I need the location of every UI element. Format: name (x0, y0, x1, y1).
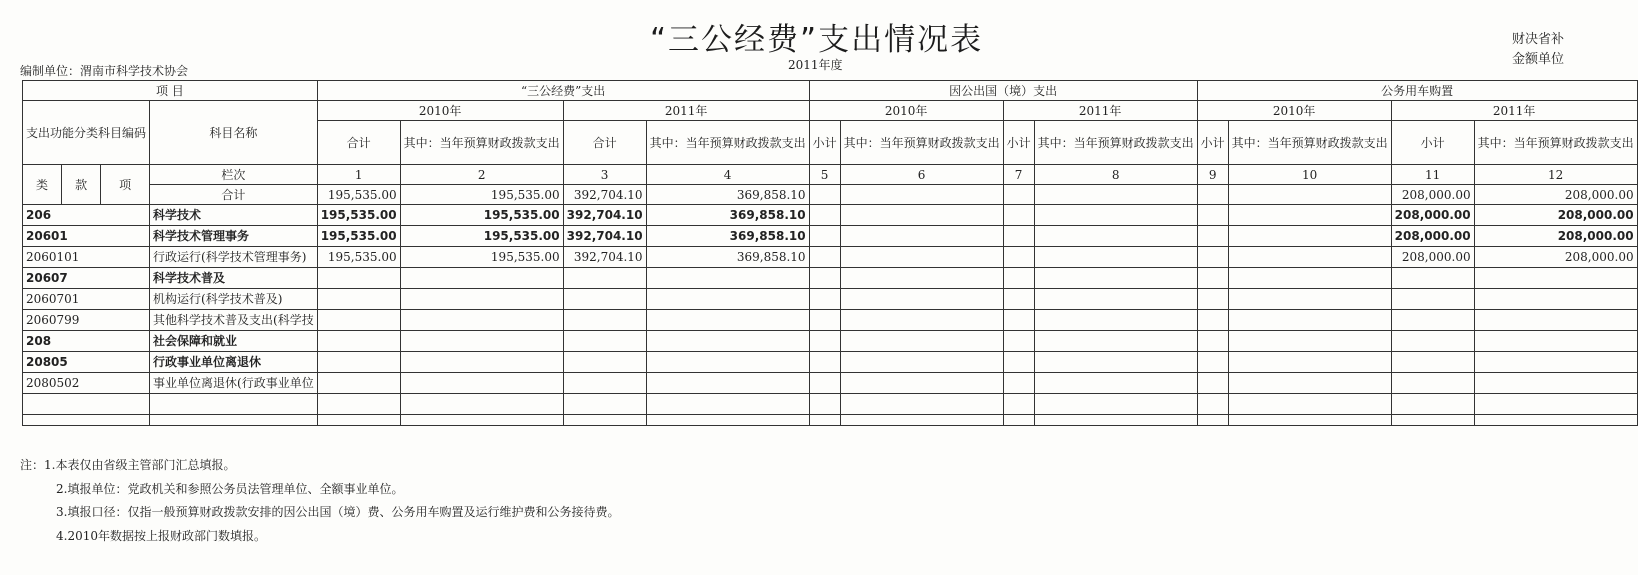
amount-cell (1003, 352, 1034, 373)
header-col-qizhong: 其中：当年预算财政拨款支出 (1228, 121, 1391, 165)
amount-cell (1197, 289, 1228, 310)
column-number: 11 (1391, 165, 1474, 185)
column-number: 8 (1034, 165, 1197, 185)
amount-cell (563, 373, 646, 394)
blank-cell (400, 415, 563, 426)
amount-cell (840, 373, 1003, 394)
amount-cell (840, 310, 1003, 331)
amount-cell (1003, 331, 1034, 352)
subject-name: 行政运行(科学技术管理事务) (150, 247, 318, 268)
amount-cell (1034, 247, 1197, 268)
amount-cell (1228, 268, 1391, 289)
blank-cell (1034, 394, 1197, 415)
total-cell: 369,858.10 (646, 185, 809, 205)
table-row (23, 352, 1638, 373)
subject-name: 科学技术管理事务 (150, 226, 318, 247)
blank-cell (400, 394, 563, 415)
blank-cell (809, 394, 840, 415)
amount-cell (809, 352, 840, 373)
amount-cell: 208,000.00 (1474, 205, 1637, 226)
header-gongche-2011: 2011年 (1391, 101, 1637, 121)
blank-cell (317, 394, 400, 415)
amount-cell (1228, 373, 1391, 394)
header-col-qizhong: 其中：当年预算财政拨款支出 (840, 121, 1003, 165)
amount-cell (1228, 226, 1391, 247)
amount-cell (1391, 331, 1474, 352)
amount-cell (400, 331, 563, 352)
total-row-label: 合计 (150, 185, 318, 205)
header-col-xiaoji: 小计 (1003, 121, 1034, 165)
amount-cell: 392,704.10 (563, 226, 646, 247)
amount-cell (1034, 331, 1197, 352)
header-yingong: 因公出国（境）支出 (809, 81, 1197, 101)
amount-cell (646, 310, 809, 331)
blank-row (23, 415, 1638, 426)
amount-cell (1474, 352, 1637, 373)
amount-cell (1391, 352, 1474, 373)
column-number: 4 (646, 165, 809, 185)
subject-name: 事业单位离退休(行政事业单位 (150, 373, 318, 394)
amount-cell (563, 352, 646, 373)
subject-name: 机构运行(科学技术普及) (150, 289, 318, 310)
amount-cell (1391, 268, 1474, 289)
amount-cell (1034, 226, 1197, 247)
amount-cell (1474, 331, 1637, 352)
column-number: 5 (809, 165, 840, 185)
table-row (23, 331, 1638, 352)
amount-cell (1197, 331, 1228, 352)
amount-cell (1391, 289, 1474, 310)
amount-cell: 208,000.00 (1474, 226, 1637, 247)
report-year: 2011年度 (788, 58, 843, 72)
amount-cell: 195,535.00 (400, 247, 563, 268)
expense-table (22, 80, 1638, 426)
header-col-xiaoji: 小计 (809, 121, 840, 165)
total-cell: 392,704.10 (563, 185, 646, 205)
column-number: 12 (1474, 165, 1637, 185)
amount-cell (840, 352, 1003, 373)
total-row (23, 185, 1638, 205)
amount-cell (1034, 205, 1197, 226)
amount-cell (646, 289, 809, 310)
header-col-qizhong: 其中：当年预算财政拨款支出 (1474, 121, 1637, 165)
column-number: 6 (840, 165, 1003, 185)
subject-code: 20607 (23, 268, 150, 289)
amount-cell (1197, 268, 1228, 289)
subject-name: 社会保障和就业 (150, 331, 318, 352)
footnote: 2.填报单位：党政机关和参照公务员法管理单位、全额事业单位。 (56, 481, 404, 496)
amount-cell: 208,000.00 (1391, 205, 1474, 226)
amount-cell (809, 226, 840, 247)
subject-name: 科学技术 (150, 205, 318, 226)
table-row (23, 373, 1638, 394)
header-kuan: 款 (62, 165, 101, 205)
header-sangong-2011: 2011年 (563, 101, 809, 121)
amount-cell (809, 310, 840, 331)
column-number: 7 (1003, 165, 1034, 185)
blank-cell (1003, 394, 1034, 415)
amount-cell (400, 268, 563, 289)
amount-unit-label: 金额单位 (1512, 52, 1565, 67)
amount-cell (317, 352, 400, 373)
amount-cell (1003, 289, 1034, 310)
amount-cell (840, 226, 1003, 247)
amount-cell (809, 268, 840, 289)
amount-cell: 195,535.00 (400, 205, 563, 226)
amount-cell (646, 373, 809, 394)
amount-cell (317, 331, 400, 352)
table-row (23, 205, 1638, 226)
subject-code: 2080502 (23, 373, 150, 394)
header-col-xiaoji: 小计 (1391, 121, 1474, 165)
amount-cell (1197, 373, 1228, 394)
amount-cell: 195,535.00 (317, 226, 400, 247)
amount-cell (563, 289, 646, 310)
blank-cell (1474, 415, 1637, 426)
subject-name: 其他科学技术普及支出(科学技 (150, 310, 318, 331)
form-code-label: 财决省补 (1512, 32, 1565, 47)
amount-cell (400, 352, 563, 373)
column-number: 10 (1228, 165, 1391, 185)
total-cell: 208,000.00 (1474, 185, 1637, 205)
amount-cell (646, 352, 809, 373)
footnotes (20, 454, 619, 548)
amount-cell (1228, 205, 1391, 226)
amount-cell (317, 268, 400, 289)
footnote: 3.填报口径：仅指一般预算财政拨款安排的因公出国（境）费、公务用车购置及运行维护费和公务接待费。 (56, 505, 620, 519)
column-number: 3 (563, 165, 646, 185)
subject-code: 208 (23, 331, 150, 352)
compiling-unit: 编制单位：渭南市科学技术协会 (20, 64, 189, 78)
blank-cell (150, 394, 318, 415)
amount-cell (1034, 289, 1197, 310)
amount-cell (1228, 310, 1391, 331)
blank-cell (150, 415, 318, 426)
amount-cell (400, 289, 563, 310)
header-name: 科目名称 (150, 101, 318, 165)
amount-cell (1474, 268, 1637, 289)
blank-cell (840, 394, 1003, 415)
total-cell: 195,535.00 (317, 185, 400, 205)
amount-cell: 369,858.10 (646, 205, 809, 226)
total-cell (1003, 185, 1034, 205)
amount-cell (563, 310, 646, 331)
amount-cell (1228, 247, 1391, 268)
amount-cell (317, 310, 400, 331)
header-yingong-2010: 2010年 (809, 101, 1003, 121)
total-cell (840, 185, 1003, 205)
amount-cell (646, 268, 809, 289)
column-number: 9 (1197, 165, 1228, 185)
amount-cell (1474, 310, 1637, 331)
table-row (23, 289, 1638, 310)
subject-code: 20805 (23, 352, 150, 373)
amount-cell (1003, 268, 1034, 289)
blank-cell (1228, 415, 1391, 426)
amount-cell (1474, 289, 1637, 310)
amount-cell (400, 310, 563, 331)
total-cell (809, 185, 840, 205)
table-row (23, 268, 1638, 289)
amount-cell (563, 268, 646, 289)
header-lanci: 栏次 (150, 165, 318, 185)
header-sangong: “三公经费”支出 (317, 81, 809, 101)
header-code: 支出功能分类科目编码 (23, 101, 150, 165)
subject-name: 行政事业单位离退休 (150, 352, 318, 373)
blank-cell (1474, 394, 1637, 415)
footnote: 注：1.本表仅由省级主管部门汇总填报。 (20, 458, 236, 472)
amount-cell (1197, 352, 1228, 373)
amount-cell (1197, 310, 1228, 331)
amount-cell (840, 205, 1003, 226)
blank-cell (646, 415, 809, 426)
amount-cell: 392,704.10 (563, 247, 646, 268)
amount-cell: 195,535.00 (317, 205, 400, 226)
blank-cell (840, 415, 1003, 426)
header-gongche: 公务用车购置 (1197, 81, 1637, 101)
amount-cell (840, 331, 1003, 352)
column-number: 1 (317, 165, 400, 185)
header-col-heji: 合计 (563, 121, 646, 165)
amount-cell: 208,000.00 (1391, 247, 1474, 268)
amount-cell (809, 373, 840, 394)
amount-cell (1003, 247, 1034, 268)
header-xiang: 项 (101, 165, 150, 205)
blank-cell (809, 415, 840, 426)
amount-cell (1228, 289, 1391, 310)
amount-cell (1003, 310, 1034, 331)
footnote: 4.2010年数据按上报财政部门数填报。 (56, 528, 266, 543)
blank-cell (23, 394, 150, 415)
header-lei: 类 (23, 165, 62, 205)
report-title: “三公经费”支出情况表 (650, 22, 984, 58)
amount-cell (1034, 310, 1197, 331)
header-yingong-2011: 2011年 (1003, 101, 1197, 121)
amount-cell: 195,535.00 (400, 226, 563, 247)
amount-cell (1391, 310, 1474, 331)
amount-cell (317, 373, 400, 394)
amount-cell (840, 289, 1003, 310)
subject-code: 2060799 (23, 310, 150, 331)
blank-cell (317, 415, 400, 426)
amount-cell (1391, 373, 1474, 394)
blank-cell (1228, 394, 1391, 415)
blank-cell (1197, 394, 1228, 415)
blank-cell (1003, 415, 1034, 426)
amount-cell (563, 331, 646, 352)
subject-code: 2060701 (23, 289, 150, 310)
blank-cell (563, 394, 646, 415)
subject-code: 20601 (23, 226, 150, 247)
table-row (23, 247, 1638, 268)
total-cell: 208,000.00 (1391, 185, 1474, 205)
amount-cell (809, 247, 840, 268)
blank-cell (563, 415, 646, 426)
amount-cell (646, 331, 809, 352)
blank-cell (1391, 394, 1474, 415)
amount-cell (1197, 247, 1228, 268)
header-col-xiaoji: 小计 (1197, 121, 1228, 165)
amount-cell (1197, 226, 1228, 247)
subject-code: 2060101 (23, 247, 150, 268)
amount-cell (1228, 352, 1391, 373)
header-row-2 (23, 101, 1638, 121)
amount-cell (1034, 352, 1197, 373)
header-col-qizhong: 其中：当年预算财政拨款支出 (400, 121, 563, 165)
column-number-row (23, 165, 1638, 185)
amount-cell (1003, 205, 1034, 226)
amount-cell: 369,858.10 (646, 226, 809, 247)
blank-cell (646, 394, 809, 415)
amount-cell (317, 289, 400, 310)
blank-cell (23, 415, 150, 426)
expense-table-wrapper (22, 80, 1638, 426)
amount-cell: 208,000.00 (1391, 226, 1474, 247)
total-cell (1034, 185, 1197, 205)
header-project: 项 目 (23, 81, 318, 101)
amount-cell (1197, 205, 1228, 226)
blank-cell (1391, 415, 1474, 426)
header-col-qizhong: 其中：当年预算财政拨款支出 (646, 121, 809, 165)
amount-cell (840, 247, 1003, 268)
blank-cell (1034, 415, 1197, 426)
amount-cell (1474, 373, 1637, 394)
subject-code: 206 (23, 205, 150, 226)
amount-cell (1003, 226, 1034, 247)
amount-cell (840, 268, 1003, 289)
amount-cell (400, 373, 563, 394)
total-cell (1197, 185, 1228, 205)
amount-cell (809, 331, 840, 352)
table-row (23, 310, 1638, 331)
column-number: 2 (400, 165, 563, 185)
amount-cell: 369,858.10 (646, 247, 809, 268)
amount-cell (1034, 373, 1197, 394)
blank-cell (1197, 415, 1228, 426)
header-col-heji: 合计 (317, 121, 400, 165)
amount-cell: 392,704.10 (563, 205, 646, 226)
total-cell (1228, 185, 1391, 205)
header-gongche-2010: 2010年 (1197, 101, 1391, 121)
amount-cell (1003, 373, 1034, 394)
table-row (23, 226, 1638, 247)
subject-name: 科学技术普及 (150, 268, 318, 289)
header-col-qizhong: 其中：当年预算财政拨款支出 (1034, 121, 1197, 165)
header-row-1 (23, 81, 1638, 101)
amount-cell: 208,000.00 (1474, 247, 1637, 268)
total-cell: 195,535.00 (400, 185, 563, 205)
header-sangong-2010: 2010年 (317, 101, 563, 121)
amount-cell (1034, 268, 1197, 289)
amount-cell (1228, 331, 1391, 352)
amount-cell (809, 289, 840, 310)
amount-cell (809, 205, 840, 226)
amount-cell: 195,535.00 (317, 247, 400, 268)
blank-row (23, 394, 1638, 415)
